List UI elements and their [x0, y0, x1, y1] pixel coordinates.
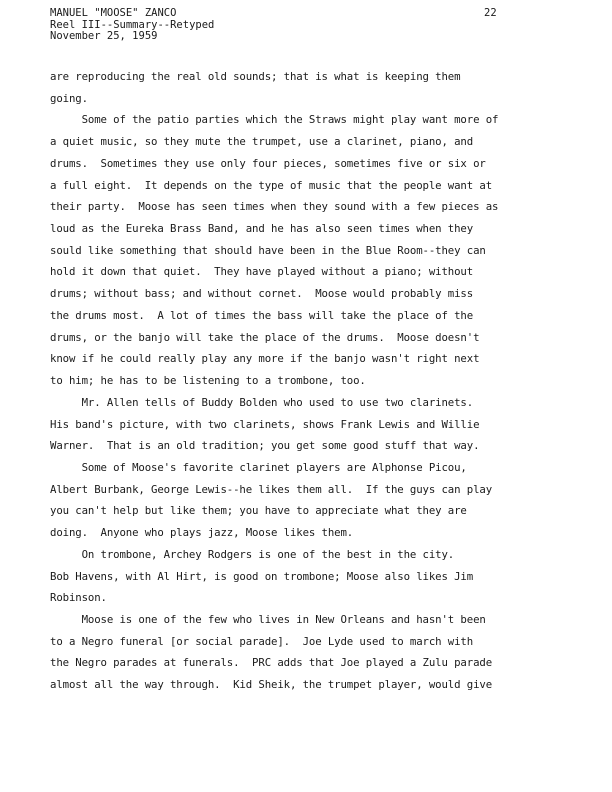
text-line: a quiet music, so they mute the trumpet, use a clarinet, piano, and: [50, 135, 474, 149]
text-line: Bob Havens, with Al Hirt, is good on trombone; Moose also likes Jim: [50, 569, 474, 583]
text-line: sould like something that should have been in the Blue Room--they can: [50, 243, 486, 257]
text-line: the drums most. A lot of times the bass will take the place of the: [50, 308, 474, 322]
text-line: Warner. That is an old tradition; you get some good stuff that way.: [50, 439, 480, 453]
header-date: November 25, 1959: [50, 30, 158, 42]
text-line: doing. Anyone who plays jazz, Moose likes them.: [50, 526, 354, 540]
text-line: you can't help but like them; you have to appreciate what they are: [50, 504, 467, 518]
text-line: Albert Burbank, George Lewis--he likes them all. If the guys can play: [50, 482, 493, 496]
text-line: the Negro parades at funerals. PRC adds that Joe played a Zulu parade: [50, 656, 493, 670]
text-line: loud as the Eureka Brass Band, and he has also seen times when they: [50, 222, 474, 236]
text-line: drums. Sometimes they use only four pieces, sometimes five or six or: [50, 156, 486, 170]
text-line: a full eight. It depends on the type of music that the people want at: [50, 178, 493, 192]
header-interviewee-name: MANUEL "MOOSE" ZANCO: [50, 7, 177, 19]
text-line: to him; he has to be listening to a trombone, too.: [50, 374, 366, 388]
text-line: know if he could really play any more if the banjo wasn't right next: [50, 352, 480, 366]
text-line: Some of the patio parties which the Straws might play want more of: [50, 113, 499, 127]
text-line: Moose is one of the few who lives in New Orleans and hasn't been: [50, 612, 486, 626]
text-line: Some of Moose's favorite clarinet players are Alphonse Picou,: [50, 460, 467, 474]
text-line: Robinson.: [50, 591, 107, 605]
text-line: drums, or the banjo will take the place of the drums. Moose doesn't: [50, 330, 480, 344]
text-line: almost all the way through. Kid Sheik, the trumpet player, would give: [50, 678, 493, 692]
page-number: 22: [484, 7, 497, 19]
page-header: [50, 8, 214, 43]
text-line: going.: [50, 91, 88, 105]
text-line: their party. Moose has seen times when they sound with a few pieces as: [50, 200, 499, 214]
text-line: hold it down that quiet. They have played without a piano; without: [50, 265, 474, 279]
text-line: are reproducing the real old sounds; that is what is keeping them: [50, 70, 461, 83]
text-line: On trombone, Archey Rodgers is one of the best in the city.: [50, 547, 455, 561]
text-line: drums; without bass; and without cornet. Moose would probably miss: [50, 287, 474, 301]
text-line: Mr. Allen tells of Buddy Bolden who used to use two clarinets.: [50, 395, 474, 409]
text-line: to a Negro funeral [or social parade]. Joe Lyde used to march with: [50, 634, 474, 648]
body-text: [50, 66, 590, 696]
header-reel-info: Reel III--Summary--Retyped: [50, 18, 215, 31]
text-line: His band's picture, with two clarinets, shows Frank Lewis and Willie: [50, 417, 480, 431]
